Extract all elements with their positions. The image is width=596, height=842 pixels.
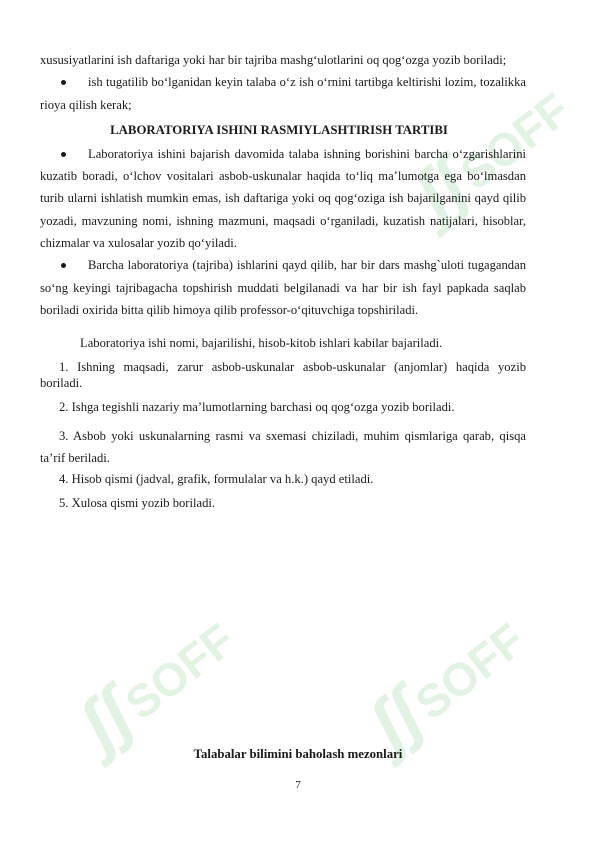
bullet-icon (61, 80, 66, 85)
bullet-item (40, 71, 526, 116)
bullet-text: Laboratoriya ishini bajarish davomida talaba ishning borishini barcha o‘zgarishlarini kuzatib boradi, o‘lchov vositalari asbob-uskunalar haqida to‘liq ma’lumotga ega bo‘lmasdan turib ularni ishlatish mumkin emas, ish daftariga yoki oq qog‘oziga ish bajarilganini qayd qilib yozadi, mavzuning nomi, ishning mazmuni, maqsadi o‘rganiladi, kuzatish natijalari, hisoblar, chizmalar va xulosalar yozib qo‘yiladi. (40, 146, 526, 251)
watermark-logo-icon: ʃʃ (354, 674, 438, 764)
numbered-item: 2. Ishga tegishli nazariy ma’lumotlarning barchasi oq qog‘ozga yozib boriladi. (59, 399, 455, 414)
bullet-icon (61, 152, 66, 157)
bullet-item (40, 254, 526, 321)
steps-intro: Laboratoriya ishi nomi, bajarilishi, hisob-kitob ishlari kabilar bajariladi. (80, 336, 443, 351)
next-section-title: Talabalar bilimini baholash mezonlari (193, 747, 403, 761)
paragraph-continuation: xususiyatlarini ish daftariga yoki har bir tajriba mashg‘ulotlarini oq qog‘ozga yozib boriladi; (40, 53, 507, 67)
watermark: ʃʃSOFF (64, 613, 245, 764)
bullet-item (40, 143, 526, 254)
numbered-item: 4. Hisob qismi (jadval, grafik, formulalar va h.k.) qayd etiladi. (59, 472, 374, 487)
watermark: ʃʃSOFF (354, 613, 535, 764)
section-title: LABORATORIYA ISHINI RASMIYLASHTIRISH TARTIBI (110, 122, 448, 137)
bullet-text: ish tugatilib bo‘lganidan keyin talaba o‘z ish o‘rnini tartibga keltirishi lozim, tozalikka rioya qilish kerak; (40, 75, 526, 112)
document-body (40, 49, 526, 519)
watermark-logo-icon: ʃʃ (399, 144, 483, 234)
numbered-item: 1. Ishning maqsadi, zarur asbob-uskunalar asbob-uskunalar (anjomlar) haqida yozib boriladi. (40, 359, 526, 390)
page-number: 7 (295, 779, 301, 791)
watermark-logo-icon: ʃʃ (64, 674, 148, 764)
watermark: ʃʃSOFF (399, 83, 580, 234)
bullet-icon (61, 263, 66, 268)
numbered-item: 5. Xulosa qismi yozib boriladi. (59, 496, 216, 511)
bullet-text: Barcha laboratoriya (tajriba) ishlarini qayd qilib, har bir dars mashg`uloti tugagandan so‘ng keyingi tajribagacha topshirish muddati belgilanadi va har bir ish fayl papkada saqlab boriladi oxirida bitta qilib himoya qilib professor-o‘qituvchiga topshiriladi. (40, 258, 526, 317)
numbered-item: 3. Asbob yoki uskunalarning rasmi va sxemasi chiziladi, muhim qismlariga qarab, qisqa ta’rif beriladi. (40, 428, 526, 465)
